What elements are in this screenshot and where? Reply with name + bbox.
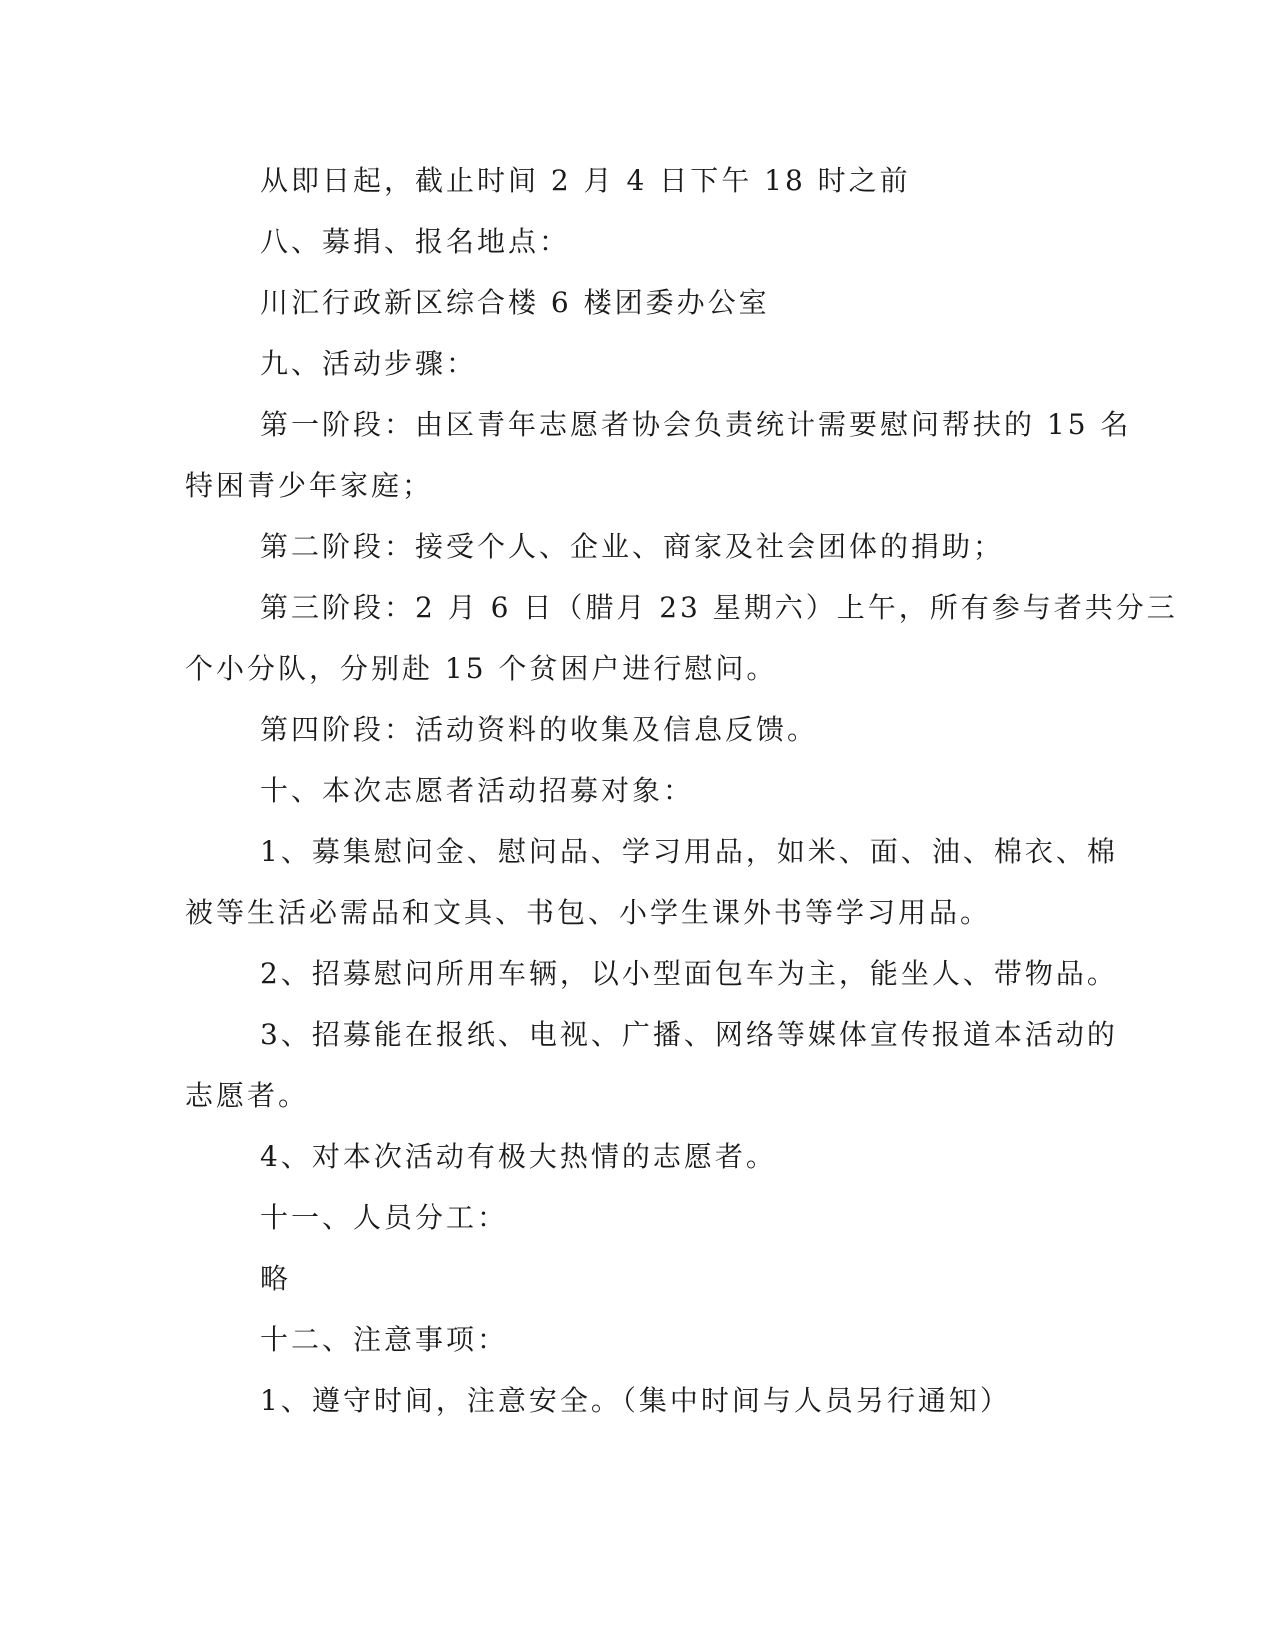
- section-heading-11: 十一、人员分工：: [260, 1201, 509, 1234]
- section-heading-12: 十二、注意事项：: [260, 1323, 509, 1356]
- text-line: 4、对本次活动有极大热情的志愿者。: [260, 1140, 777, 1173]
- text-line: 第一阶段：由区青年志愿者协会负责统计需要慰问帮扶的 15 名: [260, 408, 1132, 441]
- text-line: 第四阶段：活动资料的收集及信息反馈。: [260, 713, 819, 746]
- section-heading-10: 十、本次志愿者活动招募对象：: [260, 774, 695, 807]
- text-line: 第三阶段：2 月 6 日（腊月 23 星期六）上午，所有参与者共分三: [260, 591, 1178, 624]
- text-line: 1、遵守时间，注意安全。（集中时间与人员另行通知）: [260, 1384, 1011, 1417]
- text-line: 志愿者。: [185, 1079, 310, 1112]
- text-line: 第二阶段：接受个人、企业、商家及社会团体的捐助；: [260, 530, 1005, 563]
- text-line: 被等生活必需品和文具、书包、小学生课外书等学习用品。: [185, 896, 992, 929]
- text-line: 1、募集慰问金、慰问品、学习用品，如米、面、油、棉衣、棉: [260, 835, 1118, 868]
- text-line: 3、招募能在报纸、电视、广播、网络等媒体宣传报道本活动的: [260, 1018, 1118, 1051]
- section-heading-8: 八、募捐、报名地点：: [260, 225, 571, 258]
- text-line: 川汇行政新区综合楼 6 楼团委办公室: [260, 286, 770, 319]
- text-line: 特困青少年家庭；: [185, 469, 434, 502]
- text-line: 从即日起，截止时间 2 月 4 日下午 18 时之前: [260, 164, 911, 197]
- text-line: 2、招募慰问所用车辆，以小型面包车为主，能坐人、带物品。: [260, 957, 1118, 990]
- document-body: [185, 160, 1178, 1441]
- text-line: 略: [260, 1262, 292, 1295]
- text-line: 个小分队，分别赴 15 个贫困户进行慰问。: [185, 652, 778, 685]
- section-heading-9: 九、活动步骤：: [260, 347, 478, 380]
